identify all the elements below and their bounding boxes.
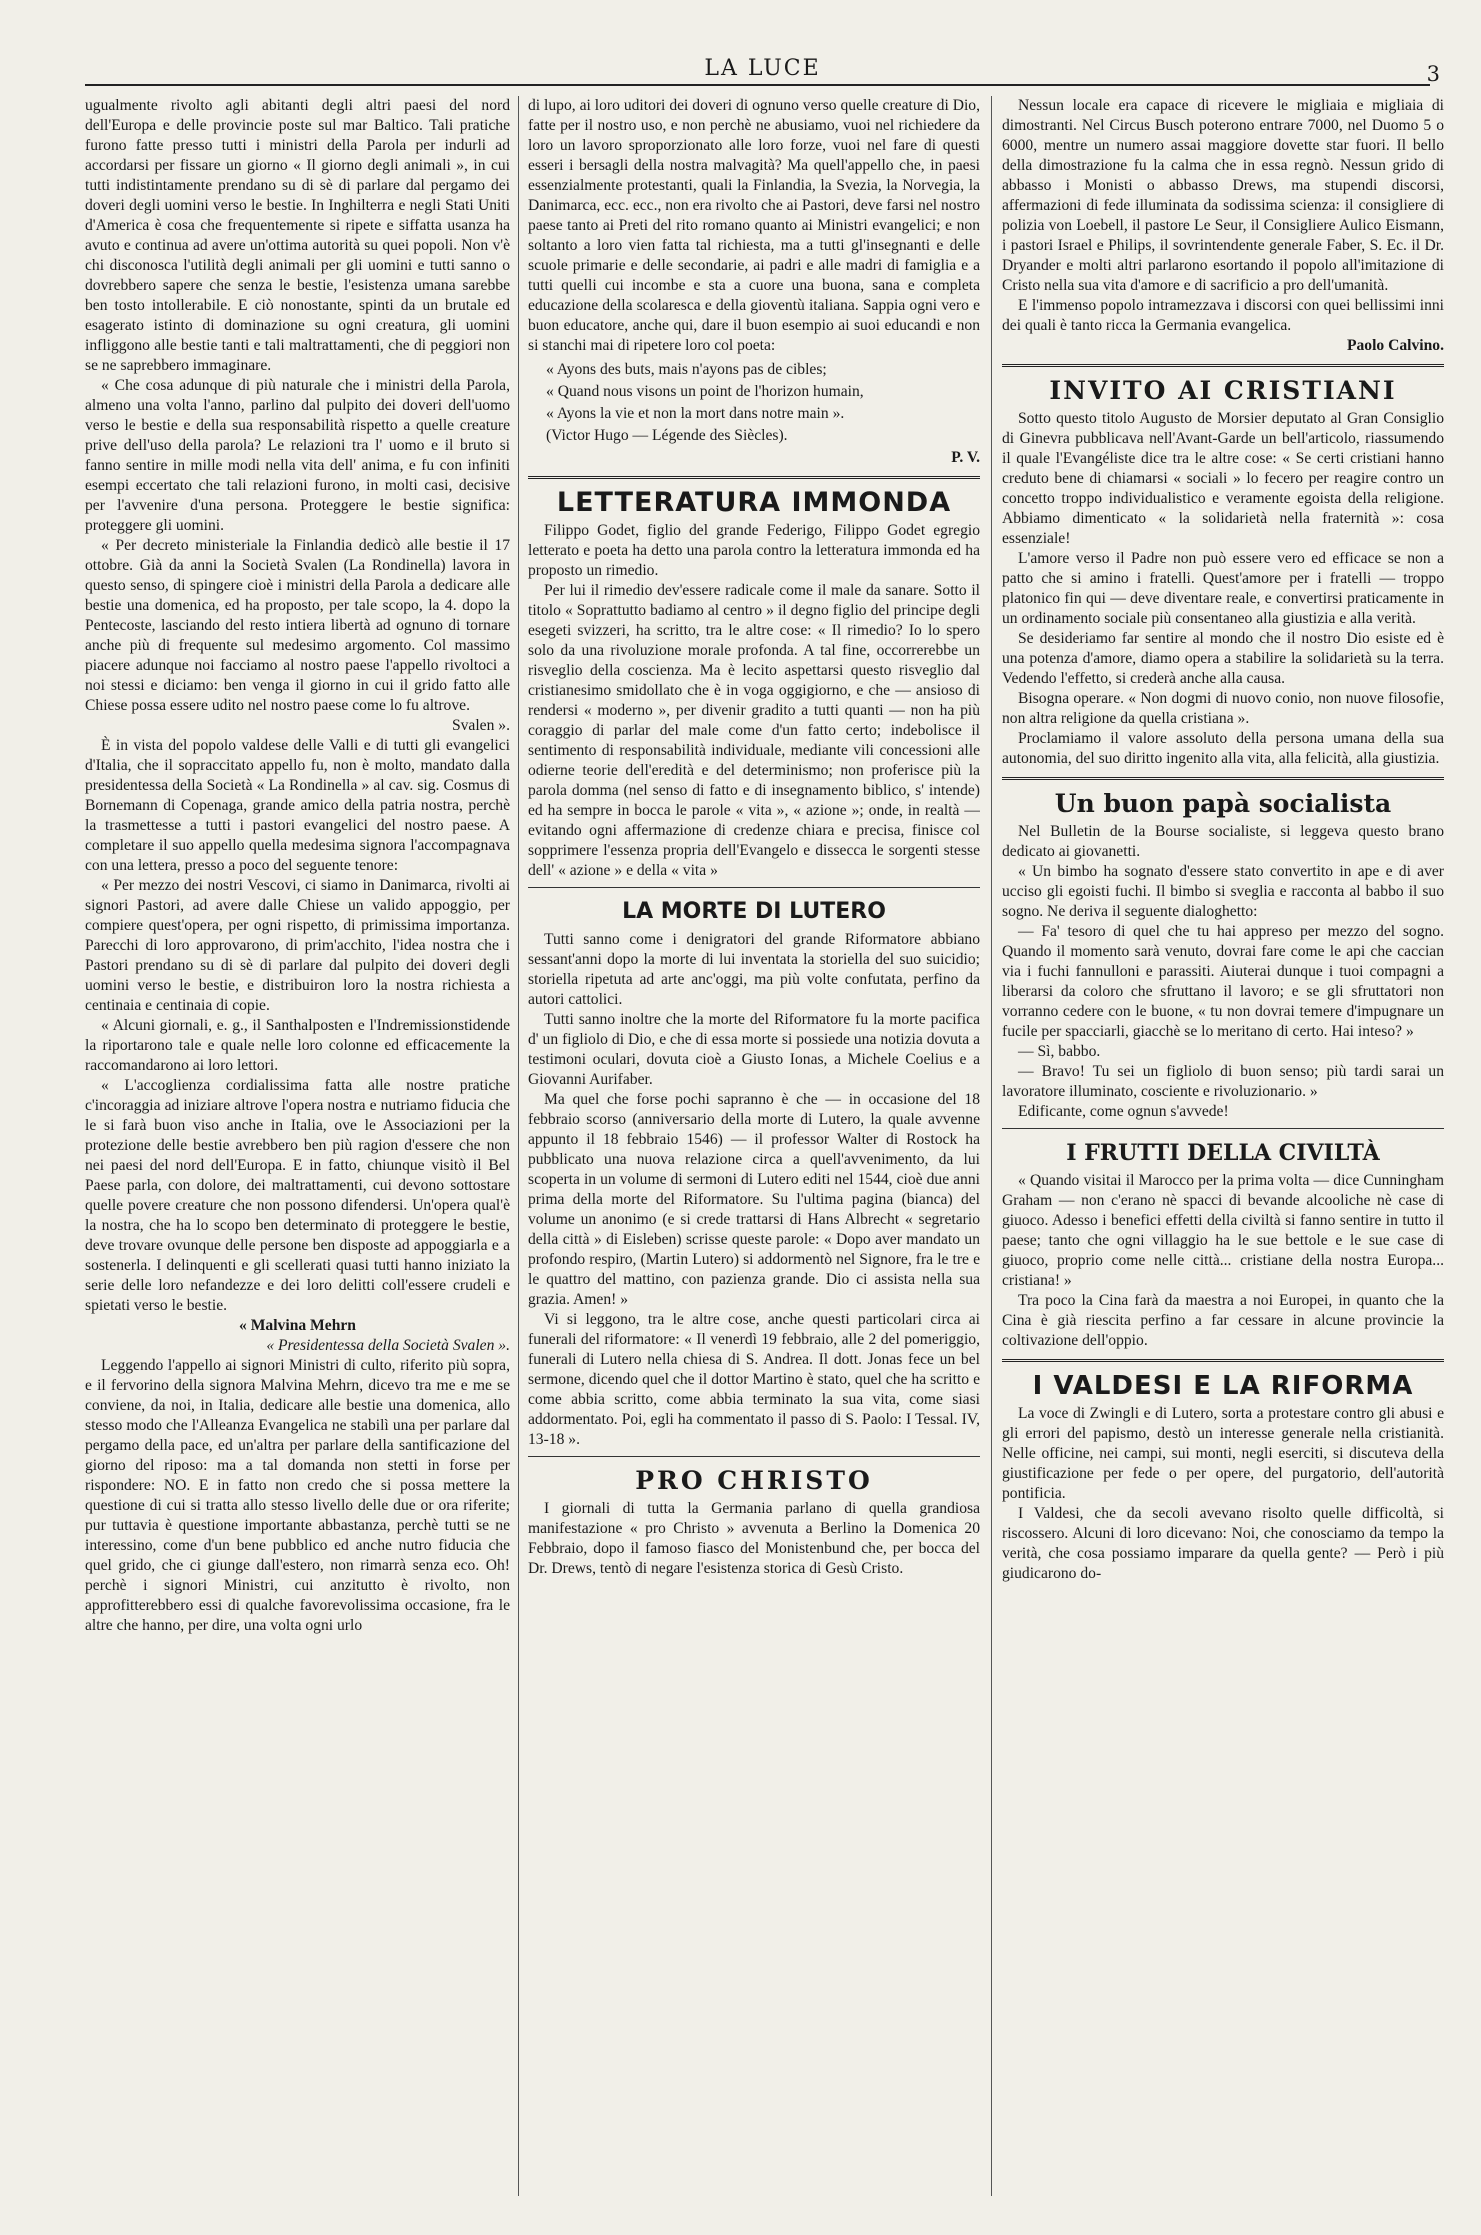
paragraph: Se desideriamo far sentire al mondo che il nostro Dio esiste ed è una potenza d'amore, diamo opera a stabilire la solidarietà su la terra. Vedendo l'effetto, si crederà anche alla causa.	[1002, 630, 1444, 687]
paragraph: « Per decreto ministeriale la Finlandia dedicò alle bestie il 17 ottobre. Già da anni la Società Svalen (La Rondinella) lavora in questo senso, di spingere cioè i ministri della Parola a dedicare alle bestie una domenica, ed ha proposto, per tale scopo, la 4. dopo la Pentecoste, lasciando del resto intiera libertà ad ognuno di tornare anche più di frequente sul medesimo argomento. Col massimo piacere adunque noi facciamo al nostro paese l'appello rivoltoci a noi stessi e diciamo: ben venga il giorno in cui il grido fatto alle Chiese possa essere udito nel nostro paese come lo fu altrove.	[85, 537, 510, 714]
paragraph: È in vista del popolo valdese delle Valli e di tutti gli evangelici d'Italia, che il sopraccitato appello fu, non è molto, mandato dalla presidentessa della Società « La Rondinella » al cav. sig. Cosmus di Bornemann di Copenaga, grande amico della patria nostra, perchè la trasmettesse a tutti i pastori evangelici del nostro paese. A completare il suo appello quella medesima signora l'accompagnava con una lettera, presso a poco del seguente tenore:	[85, 737, 510, 874]
page-number: 3	[1426, 62, 1440, 86]
paragraph: Ma quel che forse pochi sapranno è che — in occasione del 18 febbraio scorso (anniversario della morte di Lutero, la quale avvenne appunto il 18 febbraio 1546) — il professor Walter di Rostock ha pubblicato una nuova relazione circa a quell'avvenimento, da lui scoperta in un volume di sermoni di Lutero editi nel 1544, cioè due anni prima della morte del Riformatore. Su l'ultima pagina (bianca) del volume un anonimo (e si crede trattarsi di Hans Albrecht « segretario della città » di Eisleben) scrisse queste parole: « Dopo aver mandato un profondo respiro, (Martin Lutero) si addormentò nel Signore, fra le tre e le quattro del mattino, con pazienza grande. Dio ci assista nella sua grazia. Amen! »	[528, 1091, 980, 1308]
heading-pro-christo: PRO CHRISTO	[635, 1466, 873, 1495]
section-rule	[1002, 777, 1444, 780]
section-rule	[1002, 1359, 1444, 1362]
paragraph: Vi si leggono, tra le altre cose, anche questi particolari circa ai funerali del riformatore: « Il venerdì 19 febbraio, alle 2 del pomeriggio, funerali di Lutero nella chiesa di S. Andrea. Il dott. Jonas fece un bel sermone, dicendo quel che il dottor Martino è stato, quel che ha scritto e come abbia scritto, come abbia terminato la sua vita, come siasi addormentato. Poi, egli ha commentato il passo di S. Paolo: I Tessal. IV, 13-18 ».	[528, 1311, 980, 1448]
paragraph: « Alcuni giornali, e. g., il Santhalposten e l'Indremissionstidende la riportarono tale e quale nelle loro colonne ed efficacemente la raccomandarono ai loro lettori.	[85, 1017, 510, 1074]
paragraph: Nessun locale era capace di ricevere le migliaia e migliaia di dimostranti. Nel Circus Busch poterono entrare 7000, nel Duomo 5 o 6000, mentre un numero assai maggiore dovette star fuori. Il bello della dimostrazione fu la calma che in essa regnò. Nessun grido di abbasso i Monisti o abbasso Drews, ma stupendi discorsi, affermazioni di fede illuminata da sodissima scienza: il consigliere di polizia von Loebell, il pastore Le Seur, il Consigliere Aulico Eismann, i pastori Israel e Philips, il sovrintendente generale Faber, S. Ec. il Dr. Dryander e molti altri parlarono esortando il popolo all'imitazione di Cristo nella sua vita d'amore e di sacrificio a pro dell'umanità.	[1002, 97, 1444, 294]
paragraph: E l'immenso popolo intramezzava i discorsi con quei bellissimi inni dei quali è tanto ricca la Germania evangelica.	[1002, 297, 1444, 334]
paragraph: Sotto questo titolo Augusto de Morsier deputato al Gran Consiglio di Ginevra pubblicava nell'Avant-Garde un bell'articolo, riassumendo il quale l'Evangéliste dice tra le altre cose: « Se certi cristiani hanno creduto bene di chiamarsi « sociali » lo fecero per reagire contro un concetto troppo individualistico e veramente egoista della religione. Abbiamo dimenticato « la solidarietà nella fraternità »: cosa essenziale!	[1002, 410, 1444, 547]
section-rule	[1002, 364, 1444, 367]
heading-valdesi-riforma: I VALDESI E LA RIFORMA	[1032, 1371, 1414, 1401]
paragraph: « Che cosa adunque di più naturale che i ministri della Parola, almeno una volta l'anno, parlino dal pulpito dei doveri dell'uomo verso le bestie e della sua responsabilità rispetto a quelle creature prive dell'uso della parola? Le relazioni tra l' uomo e il bruto si fanno sentire in mille modi nella vita dell' anima, e fu con infiniti esempi eccertato che tali relazioni furono, in molti casi, decisive per l'avvenire d'una persona. Proteggere le bestie significa: proteggere gli uomini.	[85, 377, 510, 534]
poem-citation: (Victor Hugo — Légende des Siècles).	[546, 427, 788, 444]
column-divider-2	[991, 96, 992, 2196]
heading-invito: INVITO AI CRISTIANI	[1049, 376, 1397, 405]
section-heading	[528, 487, 980, 518]
paragraph: — Fa' tesoro di quel che tu hai appreso per mezzo del sogno. Quando il momento sarà venuto, dovrai fare come le api che caccian via i fuchi fannulloni e parassiti. Aiuterai dunque i tuoi compagni a liberarsi da coloro che sfruttano il lavoro; e se gli sfruttatori non vorranno cedere con le buone, « tu non dovrai temere d'impugnare un fucile per spacciarli, giacchè se lo meritano di certo. Hai inteso? »	[1002, 923, 1444, 1040]
signature-title: « Presidentessa della Società Svalen ».	[266, 1337, 510, 1354]
column-3	[1002, 96, 1444, 2206]
signature-mehrn: « Malvina Mehrn	[239, 1317, 356, 1334]
paragraph: I Valdesi, che da secoli avevano risolto quelle difficoltà, si riscossero. Alcuni di loro dicevano: Noi, che conosciamo da tempo la verità, che cosa possiamo imparare da quella gente? — Però i più giudicarono do-	[1002, 1505, 1444, 1582]
poem-line: « Ayons la vie et non la mort dans notre main ».	[546, 405, 845, 422]
column-1	[85, 96, 510, 2206]
column-2	[528, 96, 980, 2206]
paragraph: Nel Bulletin de la Bourse socialiste, si leggeva questo brano dedicato ai giovanetti.	[1002, 823, 1444, 860]
section-heading	[1002, 376, 1444, 405]
section-heading	[1002, 1371, 1444, 1401]
paragraph: Proclamiamo il valore assoluto della persona umana della sua autonomia, del suo diritto ingenito alla vita, alla felicità, alla giustizia.	[1002, 730, 1444, 767]
header-rule	[85, 84, 1430, 86]
paragraph: Per lui il rimedio dev'essere radicale come il male da sanare. Sotto il titolo « Soprattutto badiamo al centro » il degno figlio del principe degli esegeti svizzeri, ha scritto, tra le altre cose: « Il rimedio? Io lo spero solo da una rivoluzione morale profonda. A tal fine, occorrerebbe un risveglio della coscienza. Ma è lecito aspettarsi questo risveglio dal cristianesimo smidollato che è in voga oggigiorno, e che — ansioso di rendersi « moderno », per divenir gradito a tutti quanti — non ha più coraggio di parlar del male come d'un fatto certo; indebolisce il sentimento di responsabilità individuale, mediante vili concessioni alle odierne teorie dell'eredità e del determinismo; non proferisce più la parola domma (nel senso di fatto e di insegnamento biblico, s' intende) ed ha sempre in bocca le parole « vita », « azione »; onde, in realtà — evitando ogni affermazione di credenze chiara e precisa, finisce col sopprimere l'essenza propria dell'Evangelo e dissecca le sorgenti stesse dell' « azione » e della « vita »	[528, 582, 980, 879]
section-heading	[528, 1466, 980, 1495]
paragraph: — Bravo! Tu sei un figliolo di buon senso; più tardi sarai un lavoratore illuminato, cosciente e rivoluzionario. »	[1002, 1063, 1444, 1100]
column-divider-1	[518, 96, 519, 2196]
paragraph: — Sì, babbo.	[1018, 1043, 1101, 1060]
paragraph: « Per mezzo dei nostri Vescovi, ci siamo in Danimarca, rivolti ai signori Pastori, ad avere dalle Chiese un valido appoggio, per compiere quest'opera, per ogni rispetto, di primissima importanza. Parecchi di loro approvarono, di prim'acchito, l'idea nostra che i Pastori prendano su di sè di parlare dal pulpito dei doveri degli uomini verso le bestie, e distribuiron loro la nostra richiesta a centinaia e centinaia di copie.	[85, 877, 510, 1014]
poem-line: « Quand nous visons un point de l'horizon humain,	[546, 383, 864, 400]
paragraph: Edificante, come ognun s'avvede!	[1018, 1103, 1229, 1120]
paragraph: La voce di Zwingli e di Lutero, sorta a protestare contro gli abusi e gli errori del papismo, destò un interesse generale nella cristianità. Nelle officine, nei campi, sui monti, negli eserciti, si discuteva della giustificazione per fede o per opere, del purgatorio, dell'autorità pontificia.	[1002, 1405, 1444, 1502]
paragraph: ugualmente rivolto agli abitanti degli altri paesi del nord dell'Europa e delle provincie poste sul mar Baltico. Tali pratiche furono fatte presso tutti i ministri della Parola per indurli ad accordarsi per fissare un giorno « Il giorno degli animali », in cui tutti indistintamente prendano su di sè di parlare dal pergamo dei doveri degli uomini verso le bestie. In Inghilterra e negli Stati Uniti d'America è cosa che frequentemente si ripete e siffatta usanza ha avuto e continua ad avere un'ottima autorità su quei popoli. Non v'è chi disconosca l'utilità degli animali per gli uomini e tutti sanno o dovrebbero sapere che senza le bestie, l'esistenza umana sarebbe ben tosto intollerabile. E ciò nonostante, spinti da un brutale ed esagerato istinto di dominazione su ogni creatura, gli uomini infliggono alle bestie tanti e tali maltrattamenti, che di peggiori non se ne saprebbero immaginare.	[85, 97, 510, 374]
section-heading	[1002, 1140, 1444, 1166]
signature-calvino: Paolo Calvino.	[1346, 337, 1444, 354]
section-heading	[1002, 789, 1444, 818]
paragraph: I giornali di tutta la Germania parlano di quella grandiosa manifestazione « pro Christo » avvenuta a Berlino la Domenica 20 Febbraio, dopo il famoso fiasco del Monistenbund che, per bocca del Dr. Drews, tentò di negare l'esistenza storica di Gesù Cristo.	[528, 1500, 980, 1577]
paragraph: L'amore verso il Padre non può essere vero ed efficace se non a patto che si amino i fratelli. Quest'amore per i fratelli — troppo platonico fin qui — deve diventare reale, e convertirsi praticamente in un ordinamento sociale più consentaneo alla giustizia e alla verità.	[1002, 550, 1444, 627]
paragraph: « Quando visitai il Marocco per la prima volta — dice Cunningham Graham — non c'erano nè spacci di bevande alcooliche nè case di giuoco. Adesso i benefici effetti della civiltà si fanno sentire in tutto il paese; tanto che ogni villaggio ha le sue bettole e le sue case di giuoco, proprio come nelle città... cristiane della nostra Europa... cristiana! »	[1002, 1172, 1444, 1289]
masthead-title: LA LUCE	[704, 56, 821, 81]
paragraph: di lupo, ai loro uditori dei doveri di ognuno verso quelle creature di Dio, fatte per il nostro uso, e non perchè ne abusiamo, vuoi nel richiedere da loro un lavoro sproporzionato alle loro forze, vuoi nel fare di questi esseri i bersagli della nostra malvagità? Ma quell'appello che, in paesi essenzialmente protestanti, quali la Finlandia, la Svezia, la Norvegia, la Danimarca, ecc. ecc., non era rivolto che ai Pastori, deve farsi nel nostro paese tanto ai Preti del rito romano quanto ai Ministri evangelici; e non soltanto a loro vien fatta tal richiesta, ma a tutti gl'insegnanti e delle scuole primarie e delle secondarie, ai padri e alle madri di famiglia e a tutti quelli cui incombe e sta a cuore una buona, sana e completa educazione della scolaresca e della gioventù italiana. Sappia ogni vero e buon educatore, anche qui, dare il buon esempio ai suoi educandi e non si stanchi mai di ripetere loro col poeta:	[528, 97, 980, 354]
paragraph: « Un bimbo ha sognato d'essere stato convertito in ape e di aver ucciso gli egoisti fuchi. Il bimbo si sveglia e racconta al babbo il suo sogno. Ne deriva il seguente dialoghetto:	[1002, 863, 1444, 920]
paragraph: Tra poco la Cina farà da maestra a noi Europei, in quanto che la Cina è già riescita perfino a far cessare in alcune provincie la coltivazione dell'oppio.	[1002, 1292, 1444, 1349]
paragraph: Leggendo l'appello ai signori Ministri di culto, riferito più sopra, e il fervorino della signora Malvina Mehrn, dicevo tra me e me se conviene, da noi, in Italia, dedicare alle bestie una domenica, allo stesso modo che l'Alleanza Evangelica ne stabilì una per parlare dal pergamo della pace, ed un'altra per parlare della santificazione del giorno del riposo: ma a tal domanda non stetti in forse per rispondere: NO. E in fatto non credo che si possa mettere la questione di cui si tratta allo stesso livello delle due or ora riferite; pur tuttavia è questione importante abbastanza, perchè tutti se ne interessino, come d'un bene pubblico ed anche nutro fiducia che quel grido, che ci giunge dall'estero, non rimarrà senza eco. Oh! perchè i signori Ministri, cui anzitutto è rivolto, non approfitterebbero essi di qualche favorevolissima occasione, fra le altre che hanno, per dire, una volta ogni urlo	[85, 1357, 510, 1634]
signature-svalen: Svalen ».	[451, 717, 510, 734]
section-heading	[528, 899, 980, 924]
signature-pv: P. V.	[951, 449, 980, 466]
paragraph: Tutti sanno come i denigratori del grande Riformatore abbiano sessant'anni dopo la morte di lui inventata la storiella del suo suicidio; storiella ripetuta ad arte anc'oggi, ma più volte confutata, perfino da autori cattolici.	[528, 931, 980, 1008]
heading-papa-socialista: Un buon papà socialista	[1054, 789, 1392, 818]
page-header	[85, 52, 1440, 86]
section-rule	[1002, 1128, 1444, 1129]
paragraph: Filippo Godet, figlio del grande Federigo, Filippo Godet egregio letterato e poeta ha detto una parola contro la letteratura immonda ed ha proposto un rimedio.	[528, 522, 980, 579]
section-rule	[528, 476, 980, 479]
paragraph: Bisogna operare. « Non dogmi di nuovo conio, non nuove filosofie, non altra religione da quella cristiana ».	[1002, 690, 1444, 727]
section-rule	[528, 887, 980, 888]
section-rule	[528, 1456, 980, 1457]
heading-letteratura: LETTERATURA IMMONDA	[556, 487, 952, 518]
paragraph: « L'accoglienza cordialissima fatta alle nostre pratiche c'incoraggia ad iniziare altrove l'opera nostra e nutriamo fiducia che le si farà buon viso anche in Italia, ove le Associazioni per la protezione delle bestie avrebbero ben più ragion d'essere che non nei paesi del nord dell'Europa. E in fatto, chiunque visitò il Bel Paese parla, con dolore, dei maltrattamenti, cui devono sottostare quelle povere creature che non possono difendersi. Un'opera qual'è la nostra, che ha lo scopo ben determinato di proteggere le bestie, deve trovare ovunque delle persone ben disposte ad appoggiarla e a sostenerla. I delinquenti e gli scellerati quasi tutti hanno iniziato la serie delle loro nefandezze e dei loro delitti coll'essere crudeli e spietati verso le bestie.	[85, 1077, 510, 1314]
heading-frutti-civilta: I FRUTTI DELLA CIVILTÀ	[1066, 1140, 1380, 1166]
poem-line: « Ayons des buts, mais n'ayons pas de cibles;	[546, 361, 827, 378]
paragraph: Tutti sanno inoltre che la morte del Riformatore fu la morte pacifica d' un figliolo di Dio, e che di essa morte si possiede una notizia dovuta a testimoni oculari, dovuta cioè a Giusto Ionas, a Michele Coelius e a Giovanni Aurifaber.	[528, 1011, 980, 1088]
heading-lutero: LA MORTE DI LUTERO	[622, 899, 886, 924]
